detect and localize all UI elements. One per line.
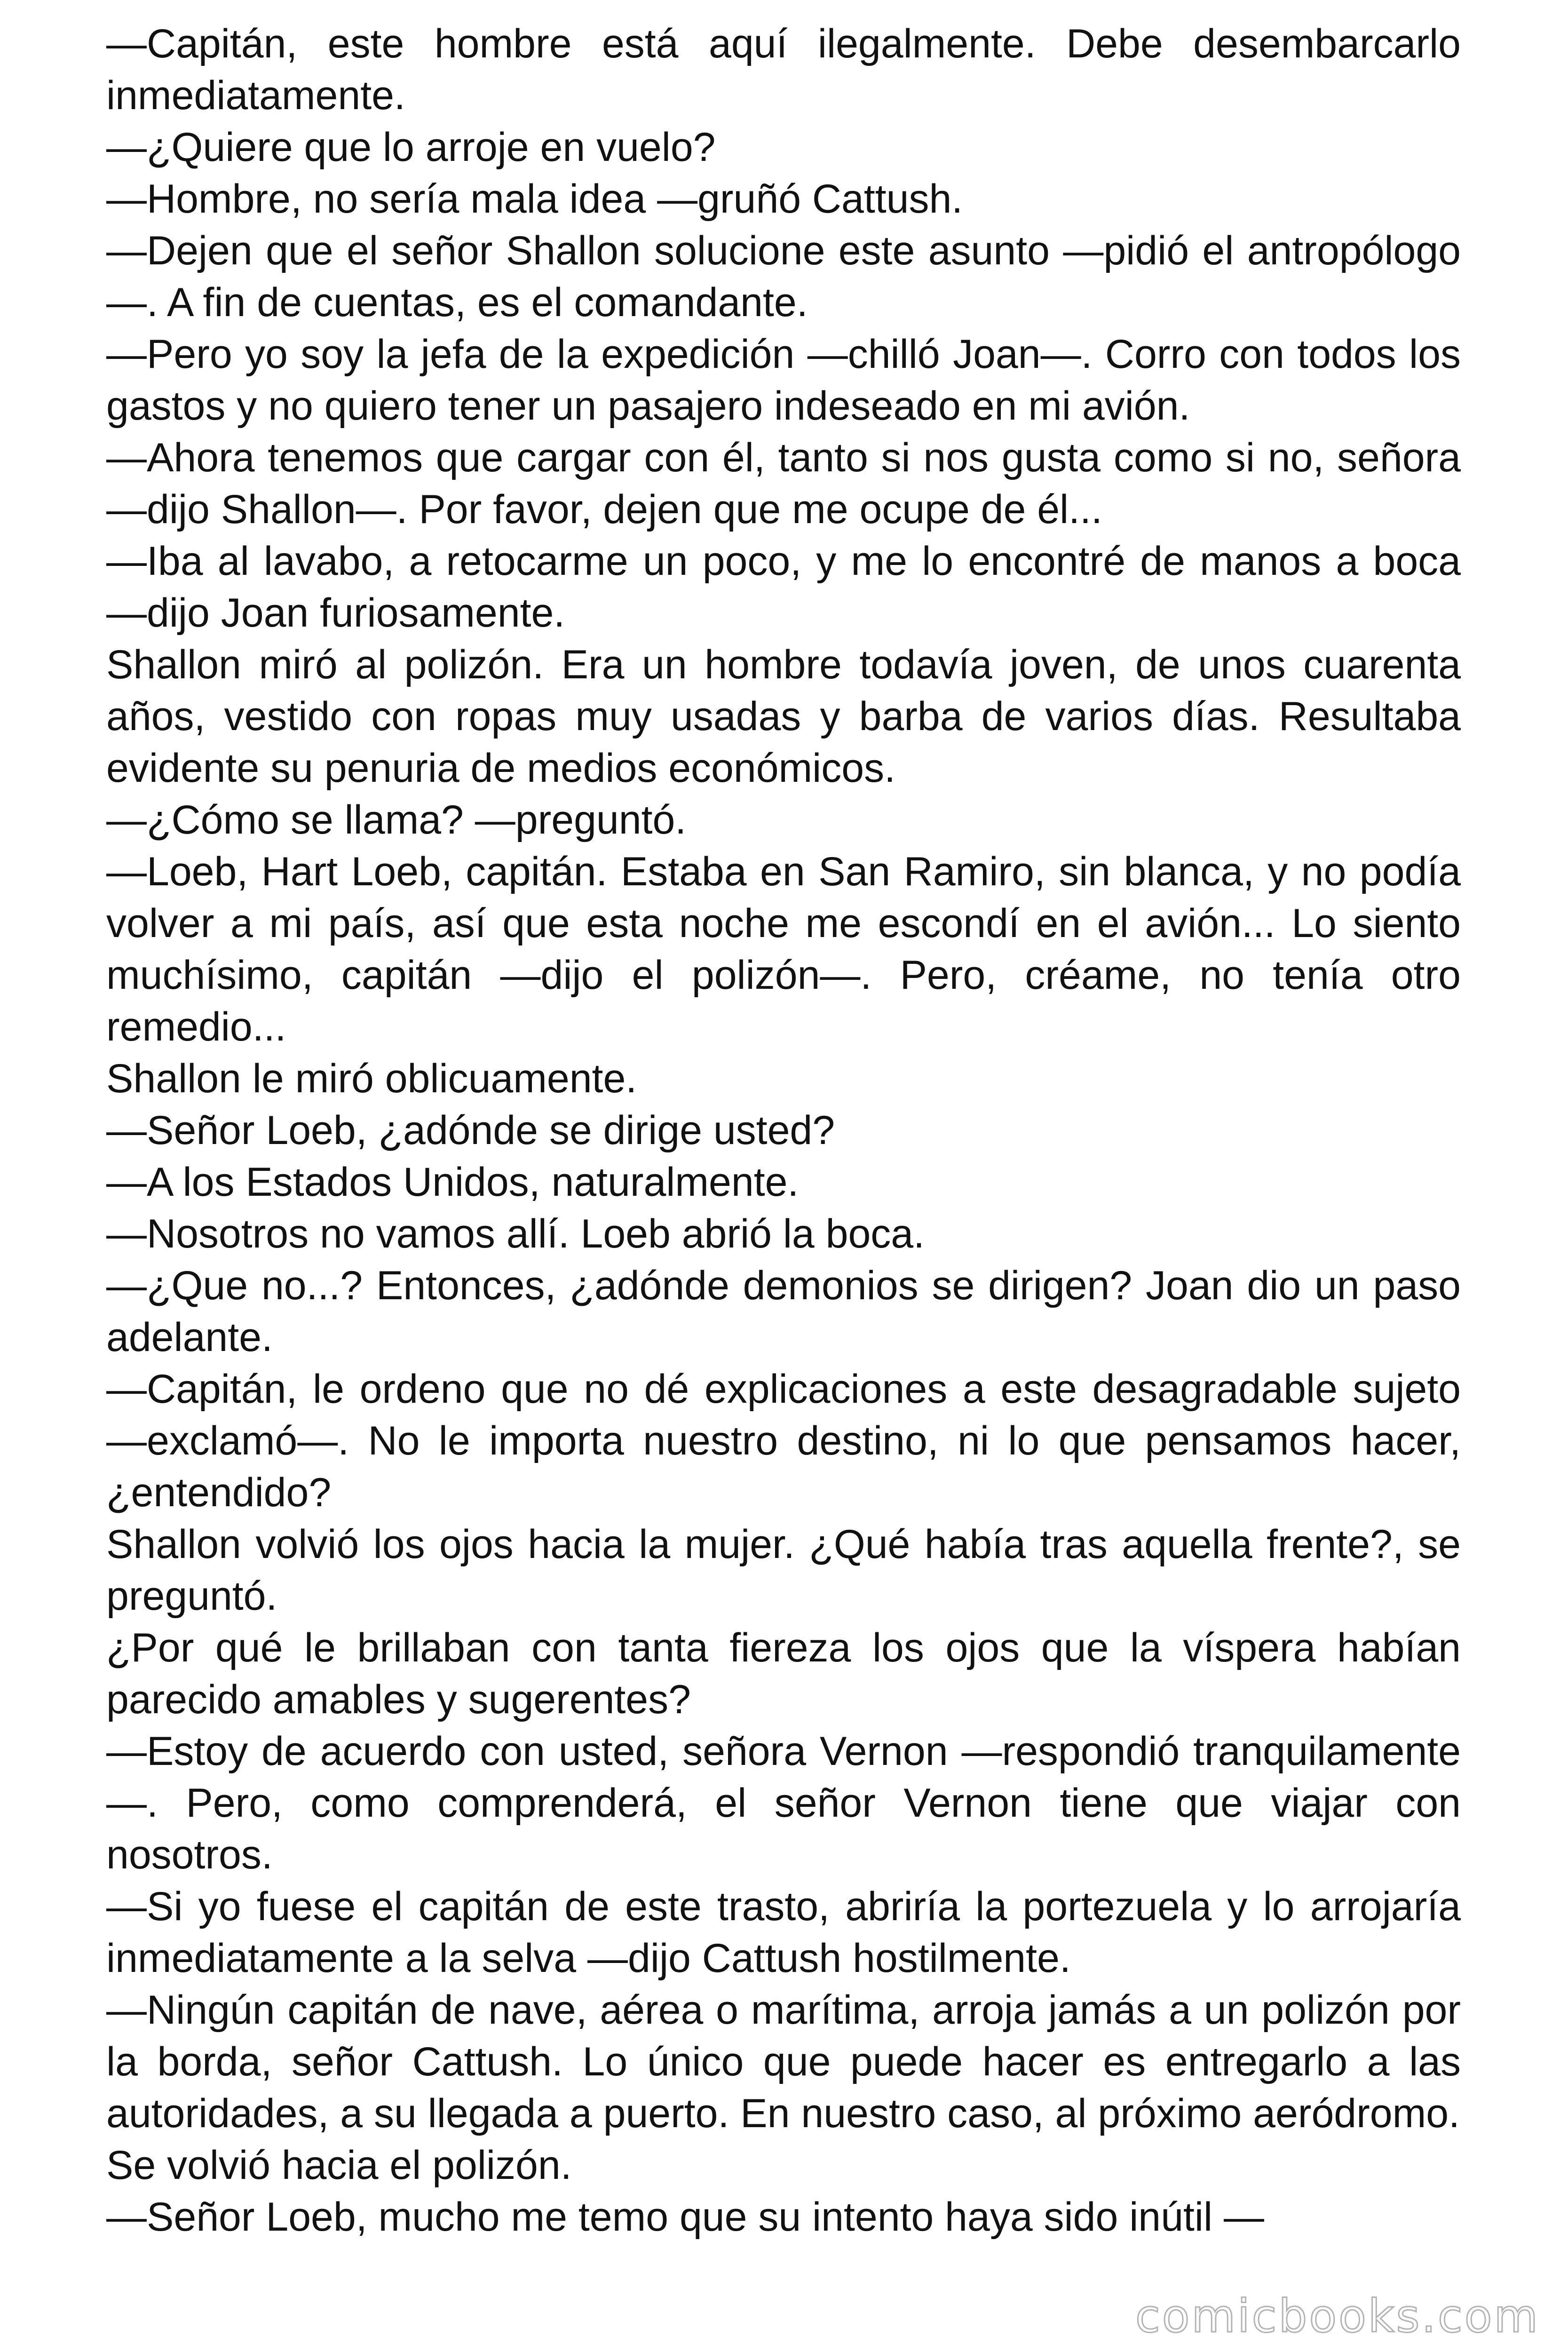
paragraph-19: —Estoy de acuerdo con usted, señora Vernon —respondió tranquilamente—. Pero, como comprenderá, el señor Vernon tiene que viajar con nosotros. <box>106 1729 1461 1877</box>
paragraph-21: —Ningún capitán de nave, aérea o marítima, arroja jamás a un polizón por la borda, señor Cattush. Lo único que puede hacer es entregarlo a las autoridades, a su llegada a puerto. En nuestro caso, al próximo aeródromo. <box>106 1987 1461 2136</box>
watermark: comicbooks.com <box>1135 2290 1540 2343</box>
paragraph-2: —¿Quiere que lo arroje en vuelo? <box>106 125 716 170</box>
paragraph-3: —Hombre, no sería mala idea —gruñó Cattush. <box>106 176 963 222</box>
paragraph-17: Shallon volvió los ojos hacia la mujer. ¿Qué había tras aquella frente?, se preguntó. <box>106 1522 1461 1619</box>
paragraph-5: —Pero yo soy la jefa de la expedición —chilló Joan—. Corro con todos los gastos y no quiero tener un pasajero indeseado en mi avión. <box>106 332 1461 429</box>
paragraph-16: —Capitán, le ordeno que no dé explicaciones a este desagradable sujeto —exclamó—. No le importa nuestro destino, ni lo que pensamos hacer, ¿entendido? <box>106 1367 1461 1515</box>
paragraph-13: —A los Estados Unidos, naturalmente. <box>106 1160 799 1205</box>
paragraph-23: —Señor Loeb, mucho me temo que su intento haya sido inútil — <box>106 2194 1264 2240</box>
paragraph-12: —Señor Loeb, ¿adónde se dirige usted? <box>106 1108 835 1153</box>
paragraph-20: —Si yo fuese el capitán de este trasto, abriría la portezuela y lo arrojaría inmediatamente a la selva —dijo Cattush hostilmente. <box>106 1884 1461 1981</box>
body-text <box>106 18 1461 2243</box>
paragraph-4: —Dejen que el señor Shallon solucione este asunto —pidió el antropólogo—. A fin de cuentas, es el comandante. <box>106 228 1461 325</box>
paragraph-7: —Iba al lavabo, a retocarme un poco, y me lo encontré de manos a boca —dijo Joan furiosamente. <box>106 539 1461 636</box>
paragraph-22: Se volvió hacia el polizón. <box>106 2143 572 2188</box>
paragraph-9: —¿Cómo se llama? —preguntó. <box>106 797 687 842</box>
paragraph-14: —Nosotros no vamos allí. Loeb abrió la boca. <box>106 1211 925 1256</box>
paragraph-18: ¿Por qué le brillaban con tanta fiereza los ojos que la víspera habían parecido amables y sugerentes? <box>106 1625 1461 1722</box>
paragraph-8: Shallon miró al polizón. Era un hombre todavía joven, de unos cuarenta años, vestido con ropas muy usadas y barba de varios días. Resultaba evidente su penuria de medios económicos. <box>106 642 1461 791</box>
paragraph-10: —Loeb, Hart Loeb, capitán. Estaba en San Ramiro, sin blanca, y no podía volver a mi país, así que esta noche me escondí en el avión... Lo siento muchísimo, capitán —dijo el polizón—. Pero, créame, no tenía otro remedio... <box>106 849 1461 1049</box>
paragraph-1: —Capitán, este hombre está aquí ilegalmente. Debe desembarcarlo inmediatamente. <box>106 21 1461 118</box>
paragraph-6: —Ahora tenemos que cargar con él, tanto si nos gusta como si no, señora —dijo Shallon—. Por favor, dejen que me ocupe de él... <box>106 435 1461 532</box>
paragraph-15: —¿Que no...? Entonces, ¿adónde demonios se dirigen? Joan dio un paso adelante. <box>106 1263 1461 1360</box>
paragraph-11: Shallon le miró oblicuamente. <box>106 1056 637 1101</box>
